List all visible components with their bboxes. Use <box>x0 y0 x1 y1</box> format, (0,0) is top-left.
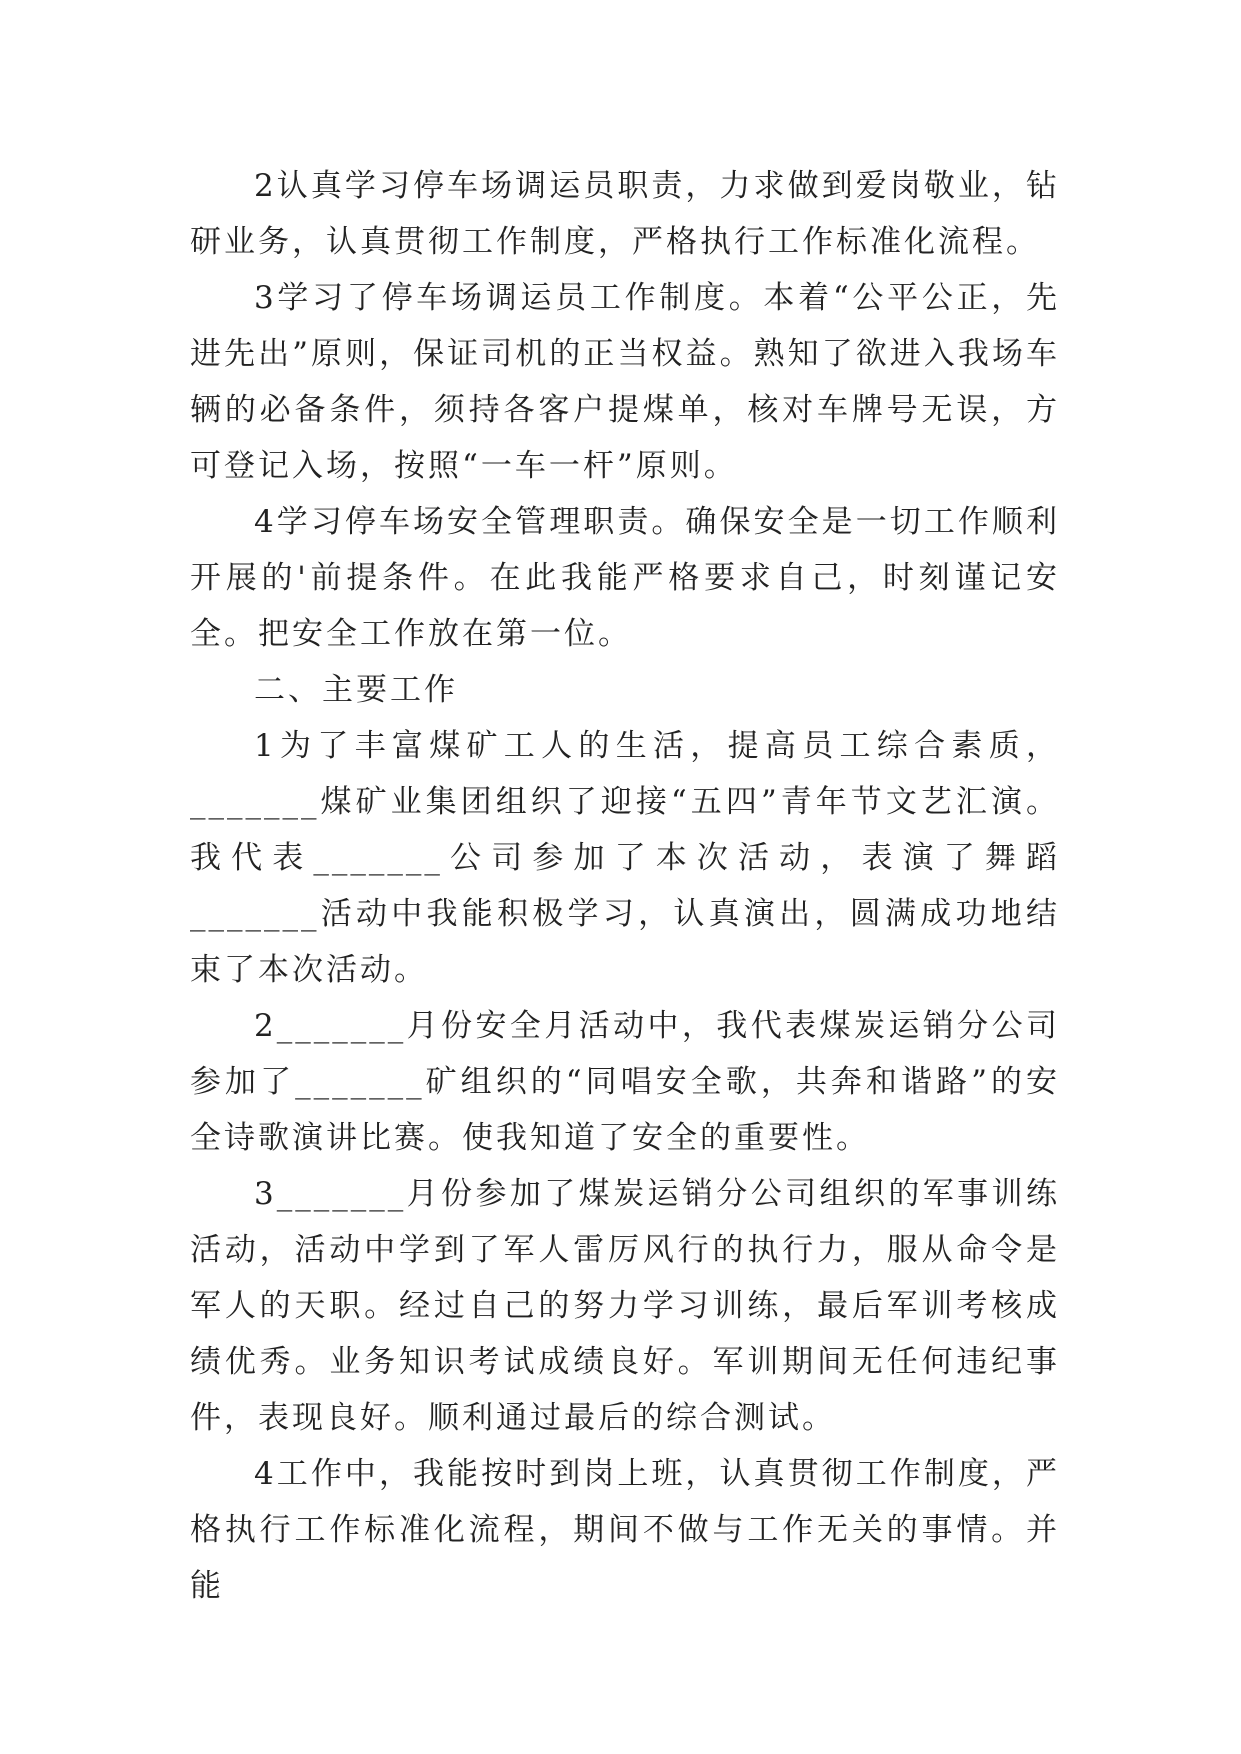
paragraph-safety-month: 2_______月份安全月活动中，我代表煤炭运销分公司参加了_______矿组织的“同唱安全歌，共奔和谐路”的安全诗歌演讲比赛。使我知道了安全的重要性。 <box>190 1008 1060 1156</box>
paragraph-safety-management: 4学习停车场安全管理职责。确保安全是一切工作顺利开展的'前提条件。在此我能严格要求自己，时刻谨记安全。把安全工作放在第一位。 <box>190 504 1060 652</box>
paragraph-may-fourth-performance: 1为了丰富煤矿工人的生活，提高员工综合素质，_______煤矿业集团组织了迎接“五四”青年节文艺汇演。我代表_______公司参加了本次活动，表演了舞蹈_______活动中我能积极学习，认真演出，圆满成功地结束了本次活动。 <box>190 728 1060 988</box>
paragraph-daily-work: 4工作中，我能按时到岗上班，认真贯彻工作制度，严格执行工作标准化流程，期间不做与工作无关的事情。并能 <box>190 1456 1060 1604</box>
paragraph-work-system: 3学习了停车场调运员工作制度。本着“公平公正，先进先出”原则，保证司机的正当权益。熟知了欲进入我场车辆的必备条件，须持各客户提煤单，核对车牌号无误，方可登记入场，按照“一车一杆”原则。 <box>190 280 1060 484</box>
document-body <box>190 158 1060 1614</box>
paragraph-duty-study: 2认真学习停车场调运员职责，力求做到爱岗敬业，钻研业务，认真贯彻工作制度，严格执行工作标准化流程。 <box>190 168 1060 260</box>
paragraph-military-training: 3_______月份参加了煤炭运销分公司组织的军事训练活动，活动中学到了军人雷厉风行的执行力，服从命令是军人的天职。经过自己的努力学习训练，最后军训考核成绩优秀。业务知识考试成绩良好。军训期间无任何违纪事件，表现良好。顺利通过最后的综合测试。 <box>190 1176 1060 1436</box>
section-heading-main-work: 二、主要工作 <box>254 672 458 708</box>
